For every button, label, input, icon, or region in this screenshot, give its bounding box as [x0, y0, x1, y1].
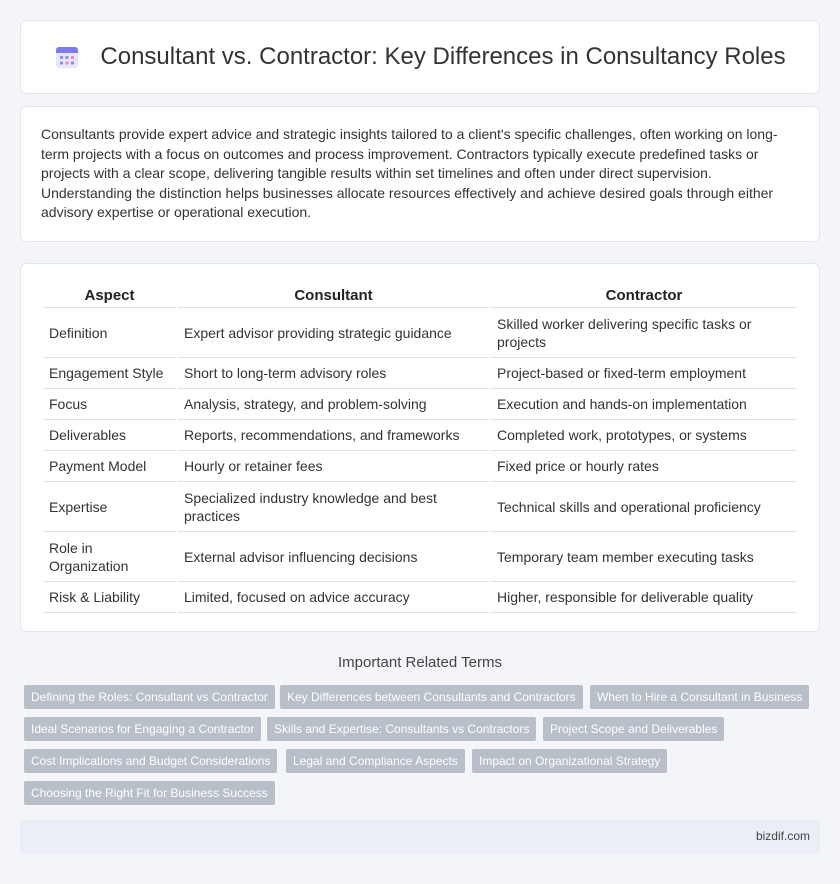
cell-consultant: Reports, recommendations, and frameworks — [178, 420, 489, 451]
table-row — [43, 582, 797, 613]
cell-aspect: Risk & Liability — [43, 582, 176, 613]
related-term-tag[interactable]: Legal and Compliance Aspects — [286, 749, 465, 773]
related-term-tag[interactable]: Cost Implications and Budget Considerations — [24, 749, 277, 773]
calendar-grid-icon — [54, 44, 80, 70]
footer-site-link[interactable]: bizdif.com — [755, 829, 810, 843]
intro-card — [20, 106, 820, 242]
header-card — [20, 20, 820, 94]
cell-aspect: Payment Model — [43, 451, 176, 482]
cell-contractor: Higher, responsible for deliverable quality — [491, 582, 797, 613]
cell-consultant: Analysis, strategy, and problem-solving — [178, 389, 489, 420]
cell-consultant: Hourly or retainer fees — [178, 451, 489, 482]
cell-aspect: Role in Organization — [43, 532, 176, 582]
header-contractor: Contractor — [491, 286, 797, 308]
comparison-card — [20, 263, 820, 632]
cell-consultant: Short to long-term advisory roles — [178, 358, 489, 389]
cell-contractor: Fixed price or hourly rates — [491, 451, 797, 482]
table-row — [43, 532, 797, 582]
header-aspect: Aspect — [43, 286, 176, 308]
table-row — [43, 451, 797, 482]
cell-aspect: Definition — [43, 308, 176, 358]
header-consultant: Consultant — [178, 286, 489, 308]
related-term-tag[interactable]: Key Differences between Consultants and Contractors — [280, 685, 583, 709]
table-row — [43, 358, 797, 389]
related-term-tag[interactable]: When to Hire a Consultant in Business — [590, 685, 809, 709]
table-header-row — [43, 286, 797, 308]
table-row — [43, 308, 797, 358]
related-term-tag[interactable]: Skills and Expertise: Consultants vs Contractors — [267, 717, 536, 741]
table-row — [43, 420, 797, 451]
cell-contractor: Project-based or fixed-term employment — [491, 358, 797, 389]
cell-aspect: Deliverables — [43, 420, 176, 451]
cell-contractor: Completed work, prototypes, or systems — [491, 420, 797, 451]
related-term-tag[interactable]: Impact on Organizational Strategy — [472, 749, 667, 773]
related-term-tag[interactable]: Defining the Roles: Consultant vs Contractor — [24, 685, 275, 709]
cell-contractor: Skilled worker delivering specific tasks or projects — [491, 308, 797, 358]
cell-contractor: Temporary team member executing tasks — [491, 532, 797, 582]
cell-aspect: Engagement Style — [43, 358, 176, 389]
cell-consultant: Limited, focused on advice accuracy — [178, 582, 489, 613]
cell-aspect: Focus — [43, 389, 176, 420]
cell-consultant: Expert advisor providing strategic guidance — [178, 308, 489, 358]
table-row — [43, 482, 797, 532]
related-terms-title: Important Related Terms — [338, 654, 502, 671]
related-term-tag[interactable]: Project Scope and Deliverables — [543, 717, 724, 741]
related-term-tag[interactable]: Ideal Scenarios for Engaging a Contractor — [24, 717, 261, 741]
cell-contractor: Technical skills and operational proficiency — [491, 482, 797, 532]
cell-aspect: Expertise — [43, 482, 176, 532]
intro-text: Consultants provide expert advice and strategic insights tailored to a client's specific challenges, often working on long-term projects with a focus on outcomes and process improvement. Contractors typically execute predefined tasks or projects with a clear scope, delivering tangible results within set timelines and often under direct supervision. Understanding the distinction helps businesses allocate resources effectively and achieve desired goals through either advisory expertise or operational execution. — [41, 126, 778, 221]
cell-consultant: Specialized industry knowledge and best practices — [178, 482, 489, 532]
cell-consultant: External advisor influencing decisions — [178, 532, 489, 582]
table-row — [43, 389, 797, 420]
cell-contractor: Execution and hands-on implementation — [491, 389, 797, 420]
page-title: Consultant vs. Contractor: Key Differences in Consultancy Roles — [100, 43, 786, 70]
related-term-tag[interactable]: Choosing the Right Fit for Business Success — [24, 781, 275, 805]
comparison-table — [41, 286, 799, 613]
footer — [20, 820, 820, 854]
